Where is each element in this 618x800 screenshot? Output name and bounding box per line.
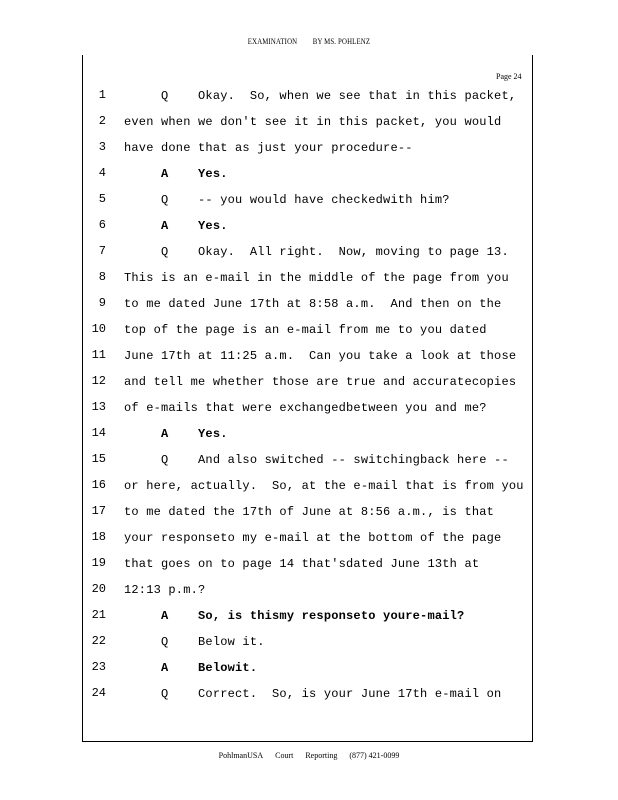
transcript-line: Q Okay. So, when we see that in this packet,	[124, 89, 517, 103]
line-number: 7	[98, 244, 106, 258]
transcript-line: A Yes.	[124, 427, 228, 441]
transcript-line: even when we don't see it in this packet, you would	[124, 115, 502, 129]
line-number: 8	[98, 270, 106, 284]
line-number: 16	[91, 478, 106, 492]
transcript-line: Q Correct. So, is your June 17th e-mail on	[124, 687, 502, 701]
line-number: 9	[98, 296, 106, 310]
transcript-line: This is an e-mail in the middle of the page from you	[124, 271, 509, 285]
footer-phone: (877) 421-0099	[349, 751, 400, 760]
footer-court: Court	[275, 751, 294, 760]
line-number: 21	[91, 608, 106, 622]
transcript-line: Q Below it.	[124, 635, 265, 649]
transcript-line: to me dated the 17th of June at 8:56 a.m., is that	[124, 505, 495, 519]
transcript-line: A So, is thismy responseto youre-mail?	[124, 609, 465, 623]
transcript-line: top of the page is an e-mail from me to you dated	[124, 323, 487, 337]
line-number: 19	[91, 556, 106, 570]
transcript-line: A Yes.	[124, 167, 228, 181]
line-number: 10	[91, 322, 106, 336]
line-number: 12	[91, 374, 106, 388]
page-header	[46, 37, 571, 46]
transcript-line: to me dated June 17th at 8:58 a.m. And then on the	[124, 297, 502, 311]
line-number: 23	[91, 660, 106, 674]
transcript-line: or here, actually. So, at the e-mail that is from you	[124, 479, 524, 493]
transcript-line: A Belowit.	[124, 661, 258, 675]
footer-reporting: Reporting	[305, 751, 338, 760]
transcript-line: June 17th at 11:25 a.m. Can you take a look at those	[124, 349, 517, 363]
line-number: 3	[98, 140, 106, 154]
line-number: 14	[91, 426, 106, 440]
line-number: 20	[91, 582, 106, 596]
page-number: Page 24	[496, 72, 522, 81]
line-number: 18	[91, 530, 106, 544]
line-number: 11	[91, 348, 106, 362]
header-by: BY MS. POHLENZ	[312, 37, 371, 46]
transcript-line: your responseto my e-mail at the bottom of the page	[124, 531, 502, 545]
transcript-line: that goes on to page 14 that'sdated June 13th at	[124, 557, 480, 571]
line-number: 1	[98, 88, 106, 102]
transcript-line: and tell me whether those are true and accuratecopies	[124, 375, 517, 389]
transcript-line: A Yes.	[124, 219, 228, 233]
transcript-line: Q Okay. All right. Now, moving to page 13.	[124, 245, 509, 259]
footer-company: PohlmanUSA	[218, 751, 264, 760]
line-number: 22	[91, 634, 106, 648]
line-number: 15	[91, 452, 106, 466]
page-footer	[0, 751, 618, 760]
line-number: 24	[91, 686, 106, 700]
transcript-line: have done that as just your procedure--	[124, 141, 413, 155]
header-examination: EXAMINATION	[247, 37, 298, 46]
line-number: 4	[98, 166, 106, 180]
line-number: 2	[98, 114, 106, 128]
line-number: 13	[91, 400, 106, 414]
line-number: 17	[91, 504, 106, 518]
transcript-line: 12:13 p.m.?	[124, 583, 206, 597]
line-number: 5	[98, 192, 106, 206]
line-number: 6	[98, 218, 106, 232]
transcript-line: of e-mails that were exchangedbetween you and me?	[124, 401, 487, 415]
transcript-line: Q -- you would have checkedwith him?	[124, 193, 450, 207]
transcript-line: Q And also switched -- switchingback here --	[124, 453, 509, 467]
